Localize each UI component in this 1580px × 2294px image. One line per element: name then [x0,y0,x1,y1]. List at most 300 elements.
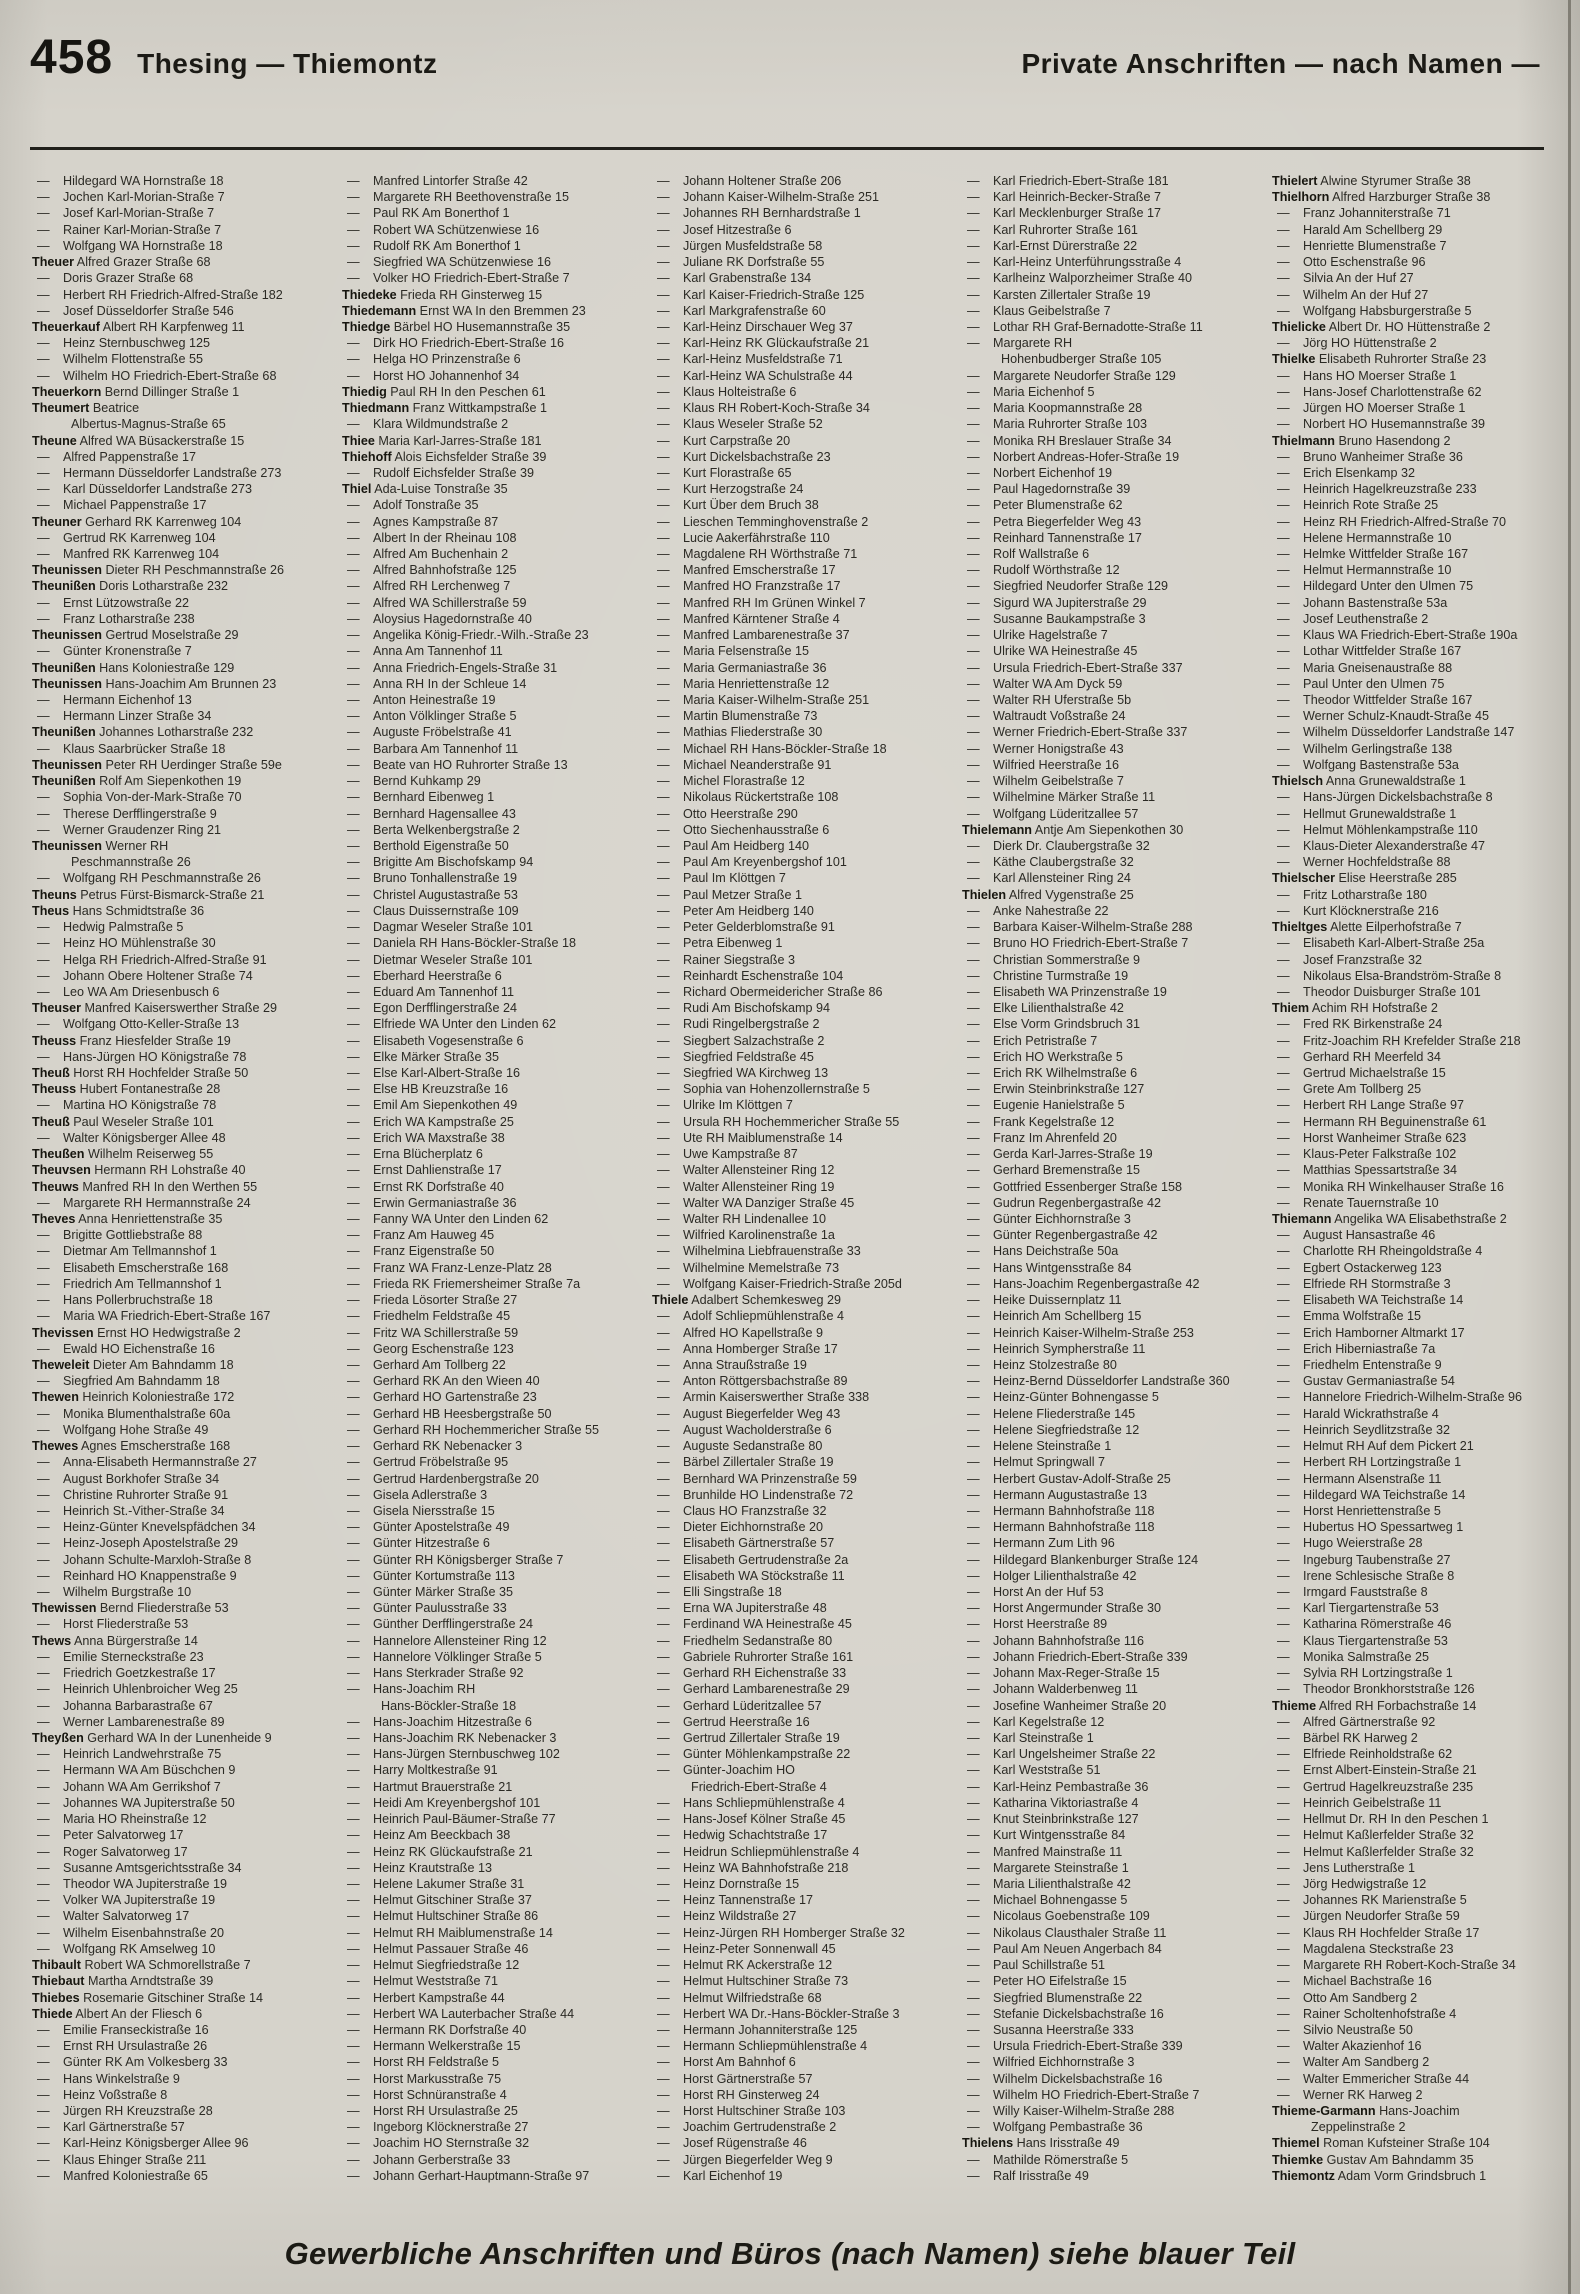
entry-line [960,611,1262,627]
surname-entry-line [340,319,642,335]
entry-text: Lucie Aakerfährstraße 110 [683,530,830,545]
entry-text: Manfred Lambarenestraße 37 [683,628,850,643]
surname: Thiedig [342,384,387,399]
ditto-dash: — [967,465,980,480]
surname: Thielert [1272,174,1318,188]
entry-text: Paul Im Klöttgen 7 [683,871,786,886]
entry-text: Michael Bachstraße 16 [1303,1974,1432,1989]
entry-line [340,2054,642,2070]
ditto-dash: — [657,1552,670,1567]
ditto-dash: — [37,1471,50,1486]
surname-entry-line [30,562,332,578]
ditto-dash: — [347,628,360,643]
entry-text: Franz Am Hauweg 45 [373,1228,495,1243]
ditto-dash: — [657,498,670,513]
entry-line [1270,708,1572,724]
surname-entry-line [30,1389,332,1405]
entry-line [340,1827,642,1843]
entry-line [1270,2022,1572,2038]
ditto-dash: — [347,563,360,578]
ditto-dash: — [37,465,50,480]
entry-line [30,1876,332,1892]
ditto-dash: — [967,693,980,707]
entry-text: Karl Kegelstraße 12 [993,1714,1105,1729]
entry-text: Hermann Welkerstraße 15 [373,2039,521,2054]
entry-text: Heinrich Am Schellberg 15 [993,1309,1142,1324]
surname-entry-line [960,2135,1262,2151]
entry-line [650,416,952,432]
ditto-dash: — [1277,757,1290,772]
entry-text: Klaus Weseler Straße 52 [683,417,823,432]
entry-text: Wilhelm Dickelsbachstraße 16 [993,2071,1163,2086]
entry-text: Johann Bastenstraße 53a [1303,595,1448,610]
entry-text: Werner Friedrich-Ebert-Straße 337 [993,725,1188,740]
entry-text: Susanna Heerstraße 333 [993,2022,1134,2037]
entry-text: Heinz-Peter Sonnenwall 45 [683,1941,836,1956]
ditto-dash: — [1277,1909,1290,1924]
entry-text: Jürgen Neudorfer Straße 59 [1303,1909,1460,1924]
entry-line [1270,1195,1572,1211]
entry-line [1270,854,1572,870]
entry-text: Adalbert Schemkesweg 29 [688,1293,842,1308]
ditto-dash: — [657,271,670,286]
entry-line [960,400,1262,416]
entry-text: Frank Kegelstraße 12 [993,1114,1115,1129]
surname: Thiebes [32,1990,80,2005]
ditto-dash: — [657,401,670,416]
entry-line [960,595,1262,611]
entry-text: Klaus-Dieter Alexanderstraße 47 [1303,838,1486,853]
entry-line [30,595,332,611]
ditto-dash: — [347,1357,360,1372]
entry-text: Bruno Hasendong 2 [1334,433,1451,448]
entry-text: Robert WA Schützenwiese 16 [373,222,540,237]
ditto-dash: — [347,1617,360,1632]
entry-line [650,676,952,692]
entry-text: Kurt Wintgensstraße 84 [993,1828,1126,1843]
entry-text: Theodor Bronkhorststraße 126 [1303,1682,1475,1697]
surname-entry-line [30,433,332,449]
entry-text: Werner Hochfeldstraße 88 [1303,855,1451,870]
ditto-dash: — [347,2071,360,2086]
ditto-dash: — [37,2071,50,2086]
ditto-dash: — [967,838,980,853]
entry-text: Norbert HO Husemannstraße 39 [1303,417,1485,432]
entry-line [650,1552,952,1568]
ditto-dash: — [347,1066,360,1081]
entry-line [340,887,642,903]
ditto-dash: — [1277,968,1290,983]
surname: Thiedge [342,319,391,334]
ditto-dash: — [37,1876,50,1891]
entry-line [30,368,332,384]
ditto-dash: — [1277,1276,1290,1291]
entry-line [1270,238,1572,254]
entry-line [650,1925,952,1941]
entry-text: Magdalena Steckstraße 23 [1303,1941,1454,1956]
entry-text: Klara Wildmundstraße 2 [373,417,509,432]
entry-line [650,1892,952,1908]
ditto-dash: — [347,1747,360,1762]
entry-line [960,205,1262,221]
ditto-dash: — [37,1812,50,1827]
ditto-dash: — [967,2104,980,2119]
ditto-dash: — [37,1422,50,1437]
ditto-dash: — [657,287,670,302]
entry-line [340,692,642,708]
entry-line [960,903,1262,919]
entry-line [1270,1552,1572,1568]
entry-line [1270,1016,1572,1032]
entry-text: Gerhard Bremenstraße 15 [993,1163,1140,1178]
entry-text: Lieschen Temminghovenstraße 2 [683,514,869,529]
entry-line [650,1990,952,2006]
surname-entry-line [30,384,332,400]
entry-line [650,1454,952,1470]
ditto-dash: — [657,1536,670,1551]
ditto-dash: — [37,1552,50,1567]
entry-line [650,368,952,384]
ditto-dash: — [967,1893,980,1908]
ditto-dash: — [967,1341,980,1356]
entry-text: Gerhard WA In der Lunenheide 9 [83,1731,272,1745]
entry-line [960,1227,1262,1243]
entry-line [650,1211,952,1227]
ditto-dash: — [37,352,50,367]
entry-line [1270,2006,1572,2022]
entry-line [960,1033,1262,1049]
entry-line [1270,1957,1572,1973]
entry-line [650,287,952,303]
ditto-dash: — [37,1828,50,1843]
entry-line [340,416,642,432]
ditto-dash: — [967,2055,980,2070]
ditto-dash: — [967,1763,980,1778]
entry-text: Hedwig Schachtstraße 17 [683,1828,828,1843]
ditto-dash: — [657,303,670,318]
entry-text: Ewald HO Eichenstraße 16 [63,1341,215,1356]
entry-text: Roger Salvatorweg 17 [63,1844,188,1859]
entry-line [340,1211,642,1227]
entry-text: Johannes RK Marienstraße 5 [1303,1893,1467,1908]
ditto-dash: — [347,822,360,837]
ditto-dash: — [1277,222,1290,237]
entry-text: Karl-Heinz RK Glückaufstraße 21 [683,336,870,351]
entry-text: Franz WA Franz-Lenze-Platz 28 [373,1260,552,1275]
entry-text: Elisabeth WA Prinzenstraße 19 [993,984,1167,999]
surname: Theuer [32,255,74,270]
ditto-dash: — [657,1503,670,1518]
entry-text: Hannelore Völklinger Straße 5 [373,1649,542,1664]
ditto-dash: — [657,1163,670,1178]
ditto-dash: — [347,2104,360,2119]
entry-text: Dirk HO Friedrich-Ebert-Straße 16 [373,336,565,351]
ditto-dash: — [1277,1439,1290,1454]
ditto-dash: — [347,1633,360,1648]
entry-text: Peter Am Heidberg 140 [683,903,814,918]
entry-text: Gerhard RK An den Wieen 40 [373,1374,540,1389]
entry-line [960,497,1262,513]
entry-line [30,351,332,367]
entry-line [960,1600,1262,1616]
entry-text: Paul Metzer Straße 1 [683,887,802,902]
ditto-dash: — [347,336,360,351]
entry-line [340,919,642,935]
entry-line [340,1438,642,1454]
ditto-dash: — [37,790,50,805]
ditto-dash: — [37,1228,50,1243]
ditto-dash: — [1277,1552,1290,1567]
ditto-dash: — [657,1844,670,1859]
entry-line [30,1584,332,1600]
entry-line [650,1519,952,1535]
entry-text: Maria Germaniastraße 36 [683,660,827,675]
ditto-dash: — [967,368,980,383]
entry-line [650,1130,952,1146]
directory-column [340,173,642,2184]
ditto-dash: — [657,1763,670,1778]
entry-text: Horst RH Hochfelder Straße 50 [69,1066,249,1081]
entry-line [960,1114,1262,1130]
entry-line [340,1016,642,1032]
entry-line [30,1308,332,1324]
entry-text: Josef Franzstraße 32 [1303,952,1422,967]
entry-text: Ernst RH Ursulastraße 26 [63,2039,208,2054]
entry-line [1270,1487,1572,1503]
ditto-dash: — [347,984,360,999]
entry-line [1270,222,1572,238]
entry-line [650,2135,952,2151]
entry-line [650,481,952,497]
ditto-dash: — [347,806,360,821]
surname-entry-line [30,1114,332,1130]
entry-line [340,1616,642,1632]
entry-line [1270,1146,1572,1162]
ditto-dash: — [37,644,50,659]
entry-line [960,1795,1262,1811]
surname: Thewes [32,1439,79,1454]
entry-line [30,741,332,757]
entry-line [340,1973,642,1989]
surname-entry-line [30,1438,332,1454]
surname-entry-line [30,903,332,919]
entry-text: Gerhard RH Eichenstraße 33 [683,1666,847,1681]
ditto-dash: — [967,1147,980,1162]
entry-text: Reinhard HO Knappenstraße 9 [63,1568,237,1583]
entry-text: Wilfried Eichhornstraße 3 [993,2055,1135,2070]
ditto-dash: — [657,530,670,545]
ditto-dash: — [657,2022,670,2037]
ditto-dash: — [657,920,670,935]
ditto-dash: — [657,1001,670,1016]
entry-text: Susanne Baukampstraße 3 [993,611,1146,626]
surname-entry-line [30,1081,332,1097]
surname-entry-line [30,1990,332,2006]
ditto-dash: — [347,774,360,789]
entry-text: Heinrich Seydlitzstraße 32 [1303,1422,1450,1437]
entry-text: Richard Obermeidericher Straße 86 [683,984,883,999]
entry-line [1270,1908,1572,1924]
entry-line [650,546,952,562]
header-section-title: Private Anschriften — nach Namen — [1021,48,1540,79]
entry-text: Brigitte Am Bischofskamp 94 [373,855,534,870]
entry-text: Ursula RH Hochemmericher Straße 55 [683,1114,900,1129]
entry-text: Alfred RH Forbachstraße 14 [1316,1698,1477,1713]
entry-text: Harald Am Schellberg 29 [1303,222,1443,237]
entry-text: Anna-Elisabeth Hermannstraße 27 [63,1455,257,1470]
entry-line [960,1276,1262,1292]
entry-line [30,1503,332,1519]
entry-text: Monika RH Breslauer Straße 34 [993,433,1172,448]
entry-line [340,870,642,886]
entry-line [1270,1162,1572,1178]
entry-text: Jörg Hedwigstraße 12 [1303,1876,1427,1891]
entry-text: Werner RK Harweg 2 [1303,2087,1423,2102]
entry-line [650,789,952,805]
entry-text: Karl-Ernst Dürerstraße 22 [993,238,1138,253]
entry-line [960,2054,1262,2070]
ditto-dash: — [967,433,980,448]
entry-text: Achim RH Hofstraße 2 [1309,1001,1438,1016]
ditto-dash: — [37,871,50,886]
ditto-dash: — [657,1130,670,1145]
entry-text: Erwin Steinbrinkstraße 127 [993,1082,1145,1097]
entry-text: Dieter Am Bahndamm 18 [89,1357,234,1372]
entry-line [650,1681,952,1697]
surname-entry-line [960,887,1262,903]
ditto-dash: — [967,1860,980,1875]
entry-text: Auguste Sedanstraße 80 [683,1439,823,1454]
entry-text: Alfred Harzburger Straße 38 [1329,190,1491,205]
ditto-dash: — [967,1390,980,1405]
ditto-dash: — [967,1309,980,1324]
entry-text: Franz Lotharstraße 238 [63,611,195,626]
entry-line [30,1487,332,1503]
entry-line [960,838,1262,854]
entry-text: Martha Arndtstraße 39 [84,1974,214,1989]
entry-text: Wilhelm Gerlingstraße 138 [1303,741,1453,756]
entry-text: Otto Siechenhausstraße 6 [683,822,830,837]
entry-text: Elke Märker Straße 35 [373,1049,499,1064]
ditto-dash: — [1277,401,1290,416]
ditto-dash: — [1277,628,1290,643]
entry-text: Anton Heinestraße 19 [373,693,496,707]
entry-text: Anke Nahestraße 22 [993,903,1109,918]
entry-text: Bernd Dillinger Straße 1 [101,384,240,399]
ditto-dash: — [1277,1682,1290,1697]
ditto-dash: — [657,855,670,870]
entry-text: Else Karl-Albert-Straße 16 [373,1066,520,1081]
entry-text: Heike Duissernplatz 11 [993,1293,1122,1308]
entry-text: Johann Friedrich-Ebert-Straße 339 [993,1649,1188,1664]
entry-text: Helmut Hultschiner Straße 73 [683,1974,849,1989]
entry-text: Günter Möhlenkampstraße 22 [683,1747,851,1762]
entry-text: Irene Schlesische Straße 8 [1303,1568,1455,1583]
entry-text: Wilhelm Geibelstraße 7 [993,774,1124,789]
entry-line [960,1357,1262,1373]
entry-line [650,1260,952,1276]
ditto-dash: — [1277,384,1290,399]
entry-text: Josef Leuthenstraße 2 [1303,611,1429,626]
ditto-dash: — [347,725,360,740]
entry-text: Agnes Emscherstraße 168 [78,1439,231,1454]
surname: Thielke [1272,352,1316,367]
entry-line [340,1860,642,1876]
entry-line [1270,757,1572,773]
ditto-dash: — [1277,1228,1290,1243]
entry-line [960,2022,1262,2038]
entry-line [340,1892,642,1908]
ditto-dash: — [37,1487,50,1502]
ditto-dash: — [657,693,670,707]
ditto-dash: — [657,2039,670,2054]
ditto-dash: — [37,952,50,967]
entry-text: Alwine Styrumer Straße 38 [1317,174,1471,188]
ditto-dash: — [347,709,360,724]
ditto-dash: — [657,2087,670,2102]
entry-text: Erich Hiberniastraße 7a [1303,1341,1436,1356]
entry-text: Margarete RH Hermannstraße 24 [63,1195,251,1210]
ditto-dash: — [347,1309,360,1324]
entry-text: Christine Turmstraße 19 [993,968,1129,983]
entry-line [650,1584,952,1600]
ditto-dash: — [967,1795,980,1810]
entry-line [960,660,1262,676]
ditto-dash: — [967,1374,980,1389]
entry-text: Johann Gerhart-Hauptmann-Straße 97 [373,2168,590,2183]
entry-line [650,2119,952,2135]
entry-line [340,1000,642,1016]
ditto-dash: — [657,2152,670,2167]
entry-text: Norbert Andreas-Hofer-Straße 19 [993,449,1180,464]
entry-text: Hans-Böckler-Straße 18 [381,1698,517,1713]
ditto-dash: — [347,1325,360,1340]
entry-text: Nikolaus Rückertstraße 108 [683,790,839,805]
entry-line [340,1649,642,1665]
entry-text: Gertrud Hagelkreuzstraße 235 [1303,1779,1474,1794]
entry-text: Johann Max-Reger-Straße 15 [993,1666,1160,1681]
entry-text: Hartmut Brauerstraße 21 [373,1779,513,1794]
entry-text: Peschmannstraße 26 [71,855,191,870]
entry-line [340,222,642,238]
entry-text: Günter Paulusstraße 33 [373,1601,507,1616]
ditto-dash: — [37,303,50,318]
entry-line [960,1746,1262,1762]
entry-line [1270,449,1572,465]
entry-text: Gudrun Regenbergastraße 42 [993,1195,1162,1210]
entry-line [30,984,332,1000]
entry-line [30,2071,332,2087]
entry-line [1270,1860,1572,1876]
ditto-dash: — [967,774,980,789]
entry-text: Volker HO Friedrich-Ebert-Straße 7 [373,271,570,286]
ditto-dash: — [347,1990,360,2005]
ditto-dash: — [347,514,360,529]
entry-line [30,173,332,189]
continuation-line [340,1698,642,1714]
entry-text: Siegfried Blumenstraße 22 [993,1990,1143,2005]
surname-entry-line [1270,189,1572,205]
entry-text: Elise Heerstraße 285 [1335,871,1457,886]
surname: Thiehoff [342,449,392,464]
entry-text: Sophia Von-der-Mark-Straße 70 [63,790,242,805]
entry-line [30,1616,332,1632]
entry-text: Manfred Koloniestraße 65 [63,2168,208,2183]
entry-text: Gertrud Hardenbergstraße 20 [373,1471,539,1486]
continuation-line [30,854,332,870]
surname-entry-line [960,822,1262,838]
entry-text: Gertrud Michaelstraße 15 [1303,1066,1446,1081]
